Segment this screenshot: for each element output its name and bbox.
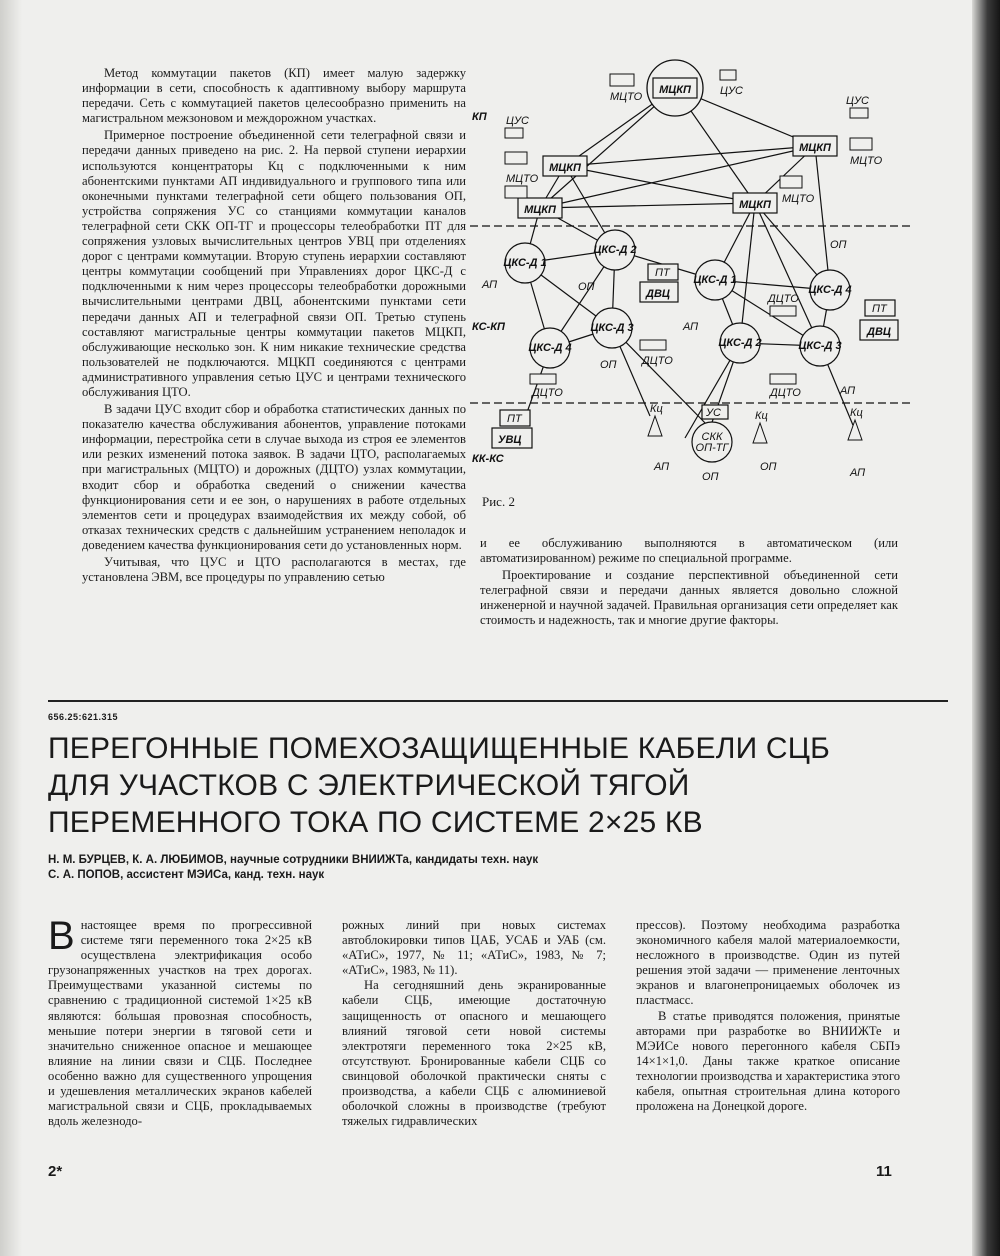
paragraph: прессов). Поэтому необходима разработка экономичного кабеля малой материалоемкости, несложного в производстве. Один из путей решения этой задачи — применение ленточных экранов и влагонепроницаемых оболочек из пластмасс. <box>636 918 900 1008</box>
article-column-1 <box>48 914 312 1129</box>
article-title <box>48 730 948 841</box>
ap-label: АП <box>850 467 866 479</box>
article-column-3 <box>636 918 900 1114</box>
dvc-label: ДВЦ <box>646 288 670 300</box>
svg-text:СКК: СКК <box>701 431 723 443</box>
pt-label: ПТ <box>507 413 522 425</box>
mcto-label: МЦТО <box>782 193 815 205</box>
ckcd-node <box>528 328 571 368</box>
op-label: ОП <box>760 461 777 473</box>
author-role: научные сотрудники ВНИИЖТа, кандидаты техн. наук <box>230 854 539 866</box>
svg-text:МЦКП: МЦКП <box>524 204 556 216</box>
dcto-label: ДЦТО <box>532 387 563 399</box>
svg-text:ЦКС-Д 3: ЦКС-Д 3 <box>798 340 842 352</box>
mcto-label: МЦТО <box>610 91 643 103</box>
dcto-label: ДЦТО <box>642 355 673 367</box>
mckp-node-left <box>543 156 587 176</box>
mckp-node-right <box>793 136 837 156</box>
ckcd-node <box>693 260 736 300</box>
ckcd-node <box>798 326 841 366</box>
skk-node <box>692 422 732 462</box>
pt-label: ПТ <box>872 303 887 315</box>
paragraph: На сегодняшний день экранированные кабели СЦБ, имеющие достаточную защищенность от опасного и мешающего влияний тяговой сети новой системы электротяги переменного тока 2×25 кВ, отсутствуют. Бронированные кабели СЦБ со свинцовой оболочкой практически сняты с производства, а кабели СЦБ с алюминиевой оболочкой сложны в производстве (требуют тяжелых гидравлических <box>342 978 606 1129</box>
author-line <box>48 868 538 883</box>
paragraph <box>48 914 312 1129</box>
udc-code: 656.25:621.315 <box>48 712 119 722</box>
svg-text:МЦКП: МЦКП <box>799 142 831 154</box>
page-binding-edge <box>972 0 1000 1256</box>
paragraph: Учитывая, что ЦУС и ЦТО располагаются в местах, где установлена ЭВМ, все процедуры по управлению сетью <box>82 555 466 585</box>
paragraph: Проектирование и создание перспективной объединенной сети телеграфной связи и передачи данных является довольно сложной инженерной и научной задачей. Правильная организация сети определяет как стоимость и надежность, так и многие другие факторы. <box>480 568 898 628</box>
ckcd-node <box>808 270 851 310</box>
level-label-kc-kp: КС-КП <box>472 321 505 333</box>
cus-label: ЦУС <box>720 85 743 97</box>
mckp-node-top <box>647 60 703 116</box>
paragraph: В статье приводятся положения, принятые авторами при разработке во ВНИИЖТе и МЭИСе нового перегонного кабеля СБПэ 14×1×1,0. Даны также краткое описание технологии производства и характеристика этого кабеля, опытная строительная длина которого проложена на Донецкой дороге. <box>636 1008 900 1114</box>
paragraph: Примерное построение объединенной сети телеграфной связи и передачи данных приведено на рис. 2. На первой ступени иерархии используются концентраторы Кц с подключенными к ним абонентскими пунктами АП индивидуального и группового типа или оконечными пунктами телеграфной сети общего пользования ОП, устройства сопряжения УС со станциями коммутации каналов телеграфной сети СКК ОП-ТГ и процессоры телеобработки ПТ для сопряжения узловых вычислительных центров УВЦ при отделениях дорог с центрами коммутации. Вторую ступень иерархии составляют центры коммутации сообщений при Управлениях дорог ЦКС-Д с подключенными к ним через процессоры телеобработки дорожными вычислительными центрами ДВЦ, абонентскими пунктами сети передачи данных АП и телеграфной связи ОП. Третью ступень составляют магистральные центры коммутации пакетов МЦКП, обслуживающие несколько зон. К ним никакие технические средства пользователей не подключаются. МЦКП соединяются с центрами административного управления сетью ЦУС и центрами технического обслуживания ЦТО. <box>82 128 466 399</box>
uvc-label: УВЦ <box>498 434 522 446</box>
dvc-label: ДВЦ <box>867 326 891 338</box>
level-label-kp: КП <box>472 111 487 123</box>
title-line: ПЕРЕГОННЫЕ ПОМЕХОЗАЩИЩЕННЫЕ КАБЕЛИ СЦБ <box>48 732 831 765</box>
svg-text:ОП-ТГ: ОП-ТГ <box>695 442 729 454</box>
ckcd-node <box>718 323 761 363</box>
mckp-node-mid-left <box>518 198 562 218</box>
mcto-label: МЦТО <box>506 173 539 185</box>
svg-text:ЦКС-Д 1: ЦКС-Д 1 <box>503 257 547 269</box>
kc-label: Кц <box>755 410 768 422</box>
svg-text:ЦКС-Д 3: ЦКС-Д 3 <box>590 322 634 334</box>
paragraph: В задачи ЦУС входит сбор и обработка статистических данных по показателю качества обслуживания абонентов, управление потоками информации, перестройка сети в случае выхода из строя ее элементов или резких изменений потока заявок. В задачи ЦТО, располагаемых при магистральных (МЦТО) и дорожных (ДЦТО) узлах коммутации, входит сбор и обработка сведений о снижении качества функционирования сети и ее зон, о нарушениях в работе отдельных элементов сети и процедурах взаимодействия их между собой, об отказах технических средств с дальнейшим устранением неполадок и доведением качества функционирования сети до установленных норм. <box>82 402 466 552</box>
mckp-node-mid-right <box>733 193 777 213</box>
svg-text:МЦКП: МЦКП <box>739 199 771 211</box>
author-names: Н. М. БУРЦЕВ, К. А. ЛЮБИМОВ, <box>48 854 227 866</box>
paragraph-text: настоящее время по прогрессивной системе тяги переменного тока 2×25 кВ осуществлена электрификация особо грузонапряженных участков на трех дорогах. Преимуществами указанной системы по сравнению с традиционной системой 1×25 кВ являются: бо́льшая провозная способность, меньшие потери энергии в тяговой сети и значительно сниженное опасное и мешающее влияние на линии связи и СЦБ. Последнее особенно важно для существенного упрощения и удешевления металлических экранов кабелей магистральной связи и СЦБ, прокладываемых вдоль железнодо- <box>48 918 312 1129</box>
section-divider <box>48 700 948 702</box>
title-line: ПЕРЕМЕННОГО ТОКА ПО СИСТЕМЕ 2×25 КВ <box>48 806 703 839</box>
authors-block <box>48 853 538 883</box>
ckcd-node <box>590 308 633 348</box>
svg-text:ЦКС-Д 2: ЦКС-Д 2 <box>718 337 762 349</box>
network-diagram <box>470 58 910 498</box>
network-diagram-figure <box>470 58 910 498</box>
svg-text:ЦКС-Д 4: ЦКС-Д 4 <box>808 284 852 296</box>
author-line <box>48 853 538 868</box>
author-names: С. А. ПОПОВ, <box>48 869 124 881</box>
ap-label: АП <box>654 461 670 473</box>
level-label-kk-kc: КК-КС <box>472 453 504 465</box>
page-shadow-left <box>0 0 22 1256</box>
ap-label: АП <box>683 321 699 333</box>
op-label: ОП <box>830 239 847 251</box>
dcto-label: ДЦТО <box>768 293 799 305</box>
page-number-right: 11 <box>876 1163 892 1180</box>
figure-caption: Рис. 2 <box>482 494 515 509</box>
kc-label: Кц <box>850 407 863 419</box>
paragraph: и ее обслуживанию выполняются в автоматическом (или автоматизированном) режиме по специальной программе. <box>480 536 898 566</box>
kc-label: Кц <box>650 403 663 415</box>
drop-cap: В <box>48 914 75 958</box>
svg-text:ЦКС-Д 1: ЦКС-Д 1 <box>693 274 737 286</box>
svg-text:ЦКС-Д 2: ЦКС-Д 2 <box>593 244 637 256</box>
op-label: ОП <box>600 359 617 371</box>
cus-label: ЦУС <box>846 95 869 107</box>
op-label: ОП <box>702 471 719 483</box>
author-role: ассистент МЭИСа, канд. техн. наук <box>126 869 325 881</box>
article-column-2 <box>342 918 606 1129</box>
paragraph: Метод коммутации пакетов (КП) имеет малую задержку информации в сети, способность к адаптивному выбору маршрута передачи. Сеть с коммутацией пакетов целесообразно применить на магистральном межзоновом и междорожном участках. <box>82 66 466 126</box>
pt-label: ПТ <box>655 267 670 279</box>
svg-text:МЦКП: МЦКП <box>659 84 691 96</box>
title-line: ДЛЯ УЧАСТКОВ С ЭЛЕКТРИЧЕСКОЙ ТЯГОЙ <box>48 769 690 802</box>
top-right-column <box>480 536 898 629</box>
page-number-left: 2* <box>48 1163 63 1180</box>
ap-label: АП <box>840 385 856 397</box>
svg-text:ЦКС-Д 4: ЦКС-Д 4 <box>528 342 572 354</box>
top-left-column <box>82 66 466 585</box>
op-label: ОП <box>578 281 595 293</box>
svg-text:МЦКП: МЦКП <box>549 162 581 174</box>
cus-label: ЦУС <box>506 115 529 127</box>
ap-label: АП <box>482 279 498 291</box>
ckcd-node <box>503 243 546 283</box>
paragraph: рожных линий при новых системах автоблокировки типов ЦАБ, УСАБ и УАБ (см. «АТиС», 1977, № 11; «АТиС», 1983, № 7; «АТиС», 1983, № 11). <box>342 918 606 978</box>
dcto-label: ДЦТО <box>770 387 801 399</box>
us-label: УС <box>706 407 721 419</box>
mcto-label: МЦТО <box>850 155 883 167</box>
ckcd-node <box>593 230 636 270</box>
